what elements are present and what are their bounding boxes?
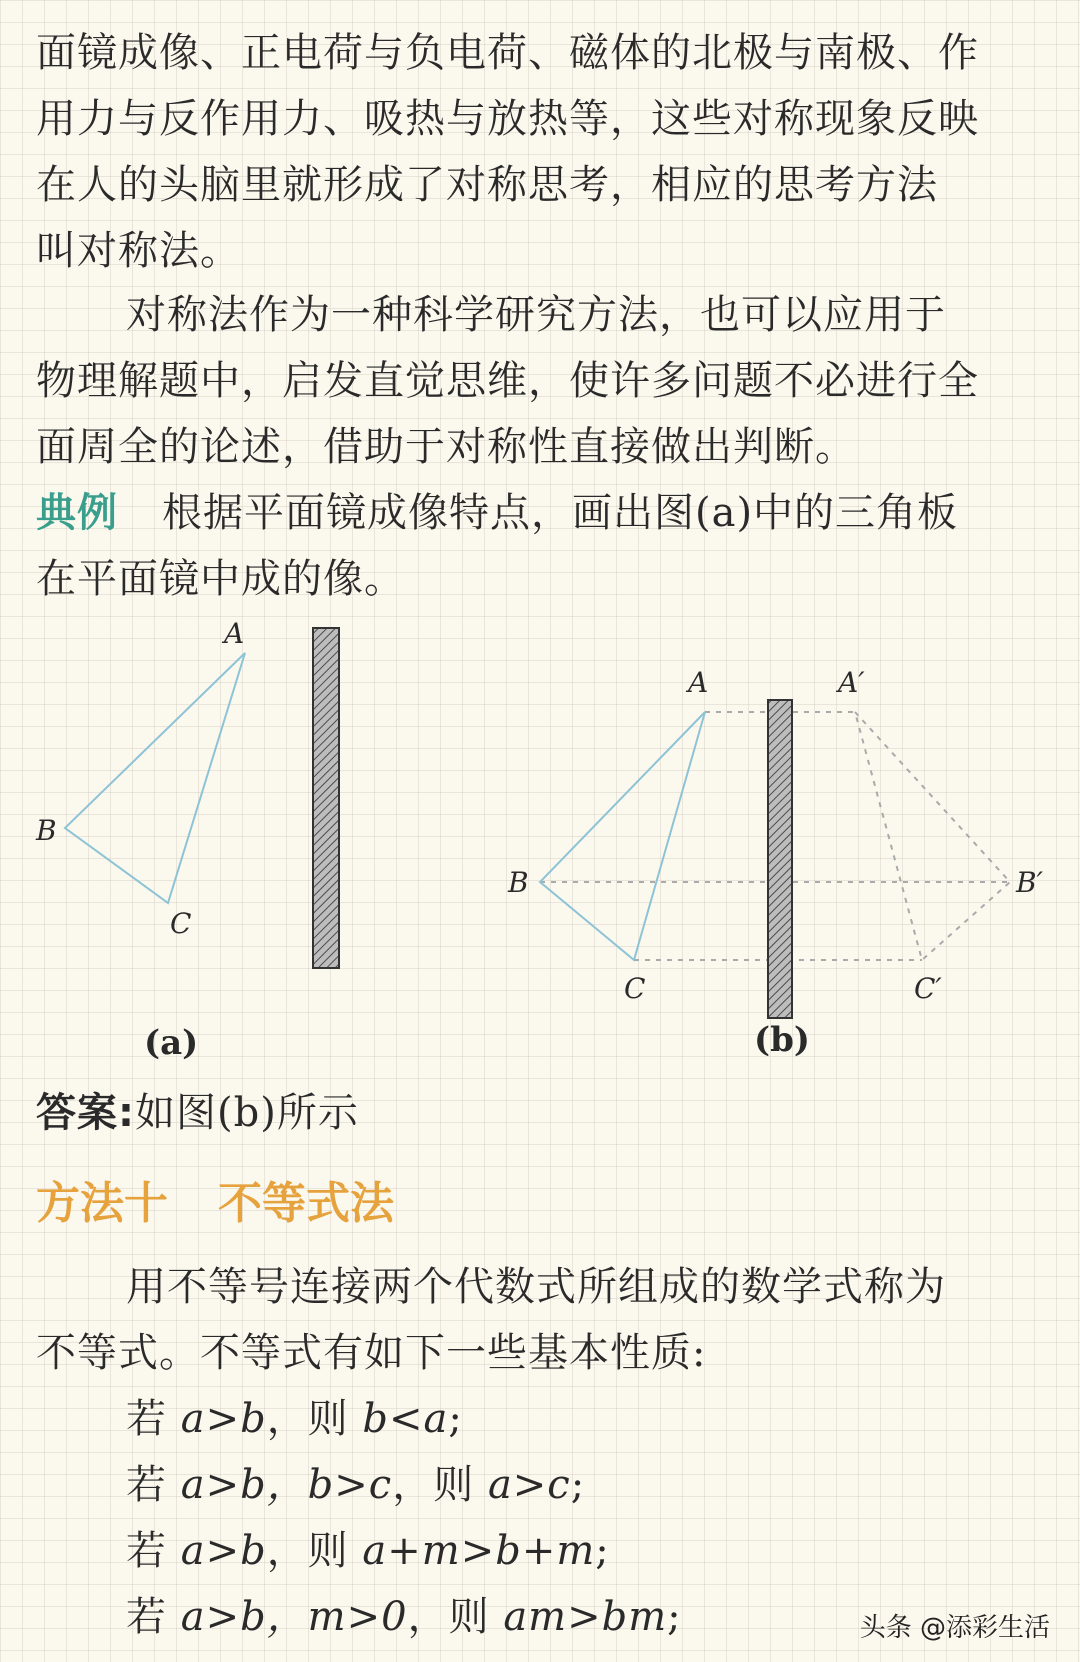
section-number: 方法十 [36, 1178, 168, 1229]
figure-a [0, 615, 400, 1035]
triangle-abc [540, 712, 705, 960]
answer-text: 如图(b)所示 [135, 1090, 359, 1136]
caption-a: (a) [144, 1023, 199, 1063]
vertex-label-a: A [688, 666, 709, 699]
triangle-image [855, 712, 1010, 960]
vertex-label-b: B [36, 814, 57, 847]
vertex-label-c: C [624, 972, 646, 1005]
section-heading [36, 1176, 1036, 1232]
answer-line [36, 1088, 1056, 1138]
text-line: 叫对称法。 [36, 228, 241, 274]
vertex-label-b-prime: B′ [1016, 866, 1043, 899]
example-line [36, 488, 1056, 538]
property-line: 若 a>b，则 b<a; [126, 1396, 463, 1442]
text-line: 不等式。不等式有如下一些基本性质: [36, 1330, 707, 1376]
text-line: 物理解题中，启发直觉思维，使许多问题不必进行全 [36, 358, 979, 404]
vertex-label-c-prime: C′ [914, 972, 942, 1005]
text-line: 在平面镜中成的像。 [36, 556, 405, 602]
triangle-abc [65, 653, 245, 903]
text-line: 在人的头脑里就形成了对称思考，相应的思考方法 [36, 162, 938, 208]
text-line: 对称法作为一种科学研究方法，也可以应用于 [126, 292, 946, 338]
text-line: 面周全的论述，借助于对称性直接做出判断。 [36, 424, 856, 470]
answer-label: 答案: [36, 1090, 135, 1136]
property-line: 若 a>b，则 a+m>b+m; [126, 1528, 610, 1574]
text-line: 面镜成像、正电荷与负电荷、磁体的北极与南极、作 [36, 30, 979, 76]
example-label: 典例 [36, 490, 118, 536]
vertex-label-c: C [170, 907, 192, 940]
vertex-label-a-prime: A′ [838, 666, 865, 699]
text-line: 用力与反作用力、吸热与放热等，这些对称现象反映 [36, 96, 979, 142]
vertex-label-a: A [224, 617, 245, 650]
vertex-label-b: B [508, 866, 529, 899]
mirror [313, 628, 339, 968]
property-line: 若 a>b，m>0，则 am>bm; [126, 1594, 682, 1640]
example-text: 根据平面镜成像特点，画出图(a)中的三角板 [162, 490, 959, 536]
figure-b [500, 640, 1080, 1020]
text-line: 用不等号连接两个代数式所组成的数学式称为 [126, 1264, 946, 1310]
watermark: 头条 @添彩生活 [859, 1613, 1050, 1643]
property-line: 若 a>b，b>c，则 a>c; [126, 1462, 586, 1508]
mirror [768, 700, 792, 1018]
section-title: 不等式法 [218, 1178, 394, 1229]
caption-b: (b) [754, 1020, 810, 1060]
